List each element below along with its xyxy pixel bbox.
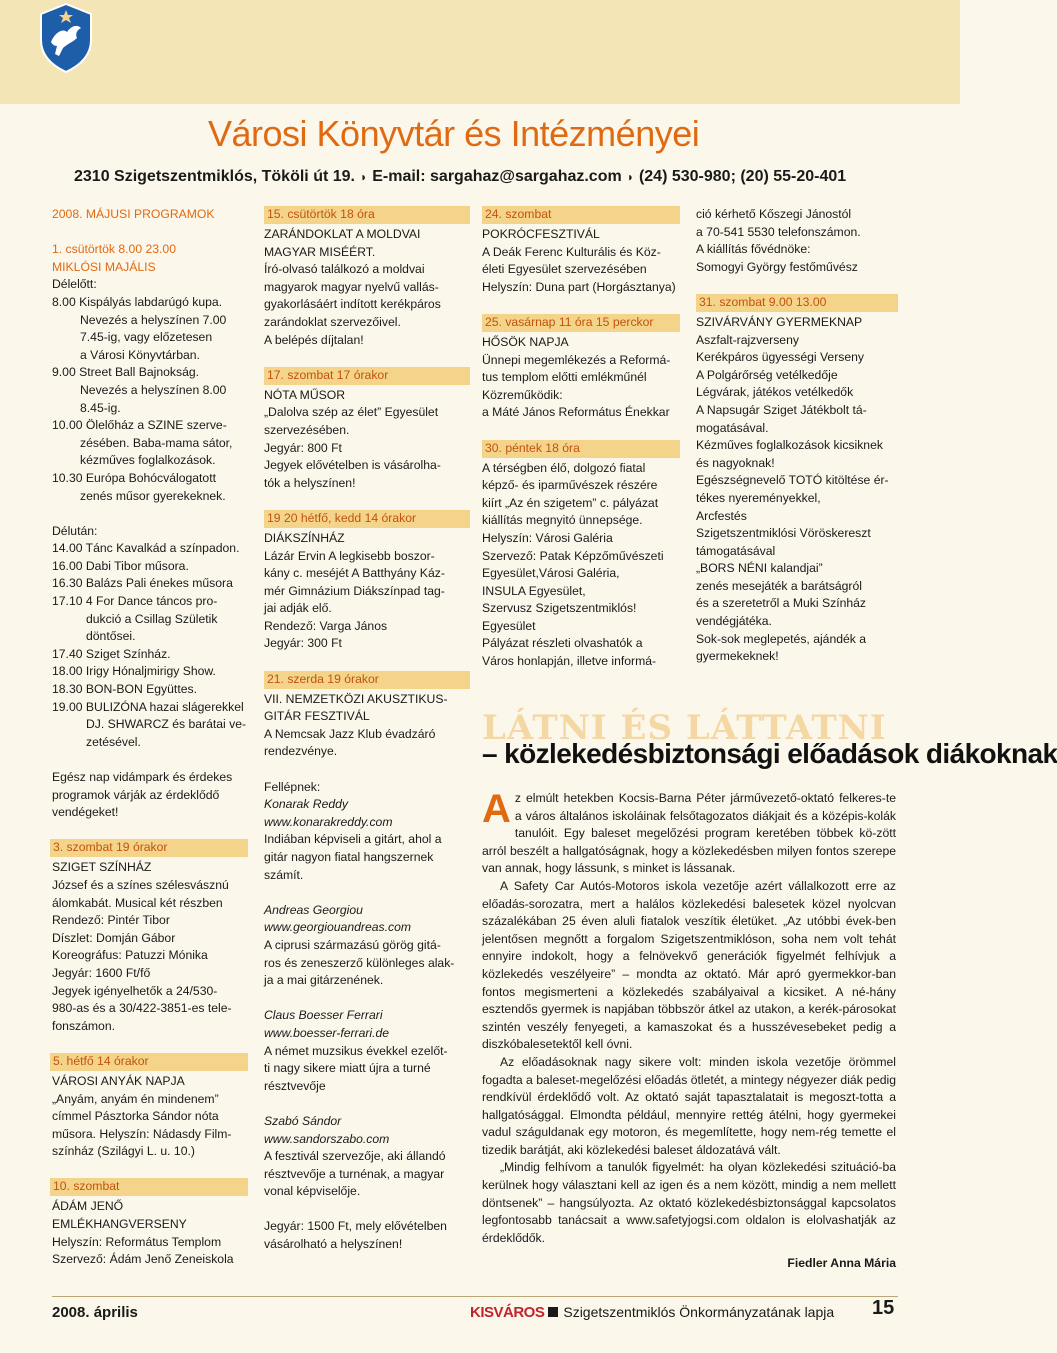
text-line: álomkabát. Musical két részben [52, 895, 223, 910]
event-title: SZIVÁRVÁNY GYERMEKNAP [696, 314, 863, 329]
text-line: Helyszín: Duna part (Horgásztanya) [482, 279, 676, 294]
text-line: zésében. Baba-mama sátor, [80, 435, 233, 450]
text-line: Sok-sok meglepetés, ajándék a [696, 631, 867, 646]
text-line: és nagyoknak! [696, 455, 775, 470]
text-line: kiírt „Az én szigetem” c. pályázat [482, 495, 659, 510]
text-line: dukció a Csillag Születik [86, 611, 218, 626]
publication-info [470, 1304, 834, 1322]
text-line: ros és zeneszerző különleges alak- [264, 955, 455, 970]
triangle-bullet-icon: ◗ [626, 170, 634, 184]
event-date-highlight: 10. szombat [50, 1178, 248, 1196]
program-column-3 [482, 206, 680, 671]
event-date-highlight: 19 20 hétfő, kedd 14 órakor [264, 510, 470, 528]
section-heading: 2008. MÁJUSI PROGRAMOK [52, 207, 215, 221]
text-line: Jegyek elővételben is vásárolha- [264, 458, 441, 473]
text-line: A Polgárőrség vetélkedője [696, 367, 838, 382]
text-line: 16.30 Balázs Pali énekes műsora [52, 576, 233, 591]
text-line: József és a színes szélesvásznú [52, 877, 229, 892]
text-line: Kézműves foglalkozások kicsiknek [696, 438, 883, 453]
article-paragraph: „Mindig felhívom a tanulók figyelmét: ha olyan közlekedési szituáció-ba kerülnek hogy választani kell az igen és a nem között, mindig a nem mellett döntsenek” – hangsúlyozta. Az oktató közlekedésbiztonsággal kapcsolatos legfontosabb tanácsait a www.safetyjogsi.com oldalon is elolvashatják az érdeklődők. [482, 1160, 896, 1245]
text-line: zenés mesejáték a barátságról [696, 578, 862, 593]
text-line: vendégeket! [52, 805, 119, 820]
text-line: „Anyám, anyám én mindenem” [52, 1091, 219, 1106]
text-line: kézműves foglalkozások. [80, 453, 216, 468]
event-date-highlight: 21. szerda 19 órakor [264, 671, 470, 689]
text-line: életi Egyesület szervezésében [482, 262, 647, 277]
text-line: Szigetszentmiklósi Vöröskereszt [696, 526, 871, 541]
event-title: NÓTA MŰSOR [264, 387, 346, 402]
performer-name: Konarak Reddy [264, 797, 349, 812]
text-line: 19.00 BULIZÓNA hazai slágerekkel [52, 699, 244, 714]
text-line: Egyesület [482, 618, 536, 633]
performer-name: Claus Boesser Ferrari [264, 1008, 383, 1023]
text-line: 16.00 Dabi Tibor műsora. [52, 558, 189, 573]
text-line: A térségben élő, dolgozó fiatal [482, 460, 646, 475]
text-line: Díszlet: Domján Gábor [52, 930, 176, 945]
text-line: fonszámon. [52, 1018, 116, 1033]
text-line: Jegyár: 1500 Ft, mely elővételben [264, 1219, 447, 1234]
event-title: MAGYAR MISÉÉRT. [264, 244, 376, 259]
article-body [482, 787, 896, 1273]
triangle-bullet-icon: ◗ [359, 170, 368, 184]
text-line: programok várják az érdeklődő [52, 787, 220, 802]
text-line: Jegyár: 1600 Ft/fő [52, 965, 151, 980]
text-line: 7.45-ig, vagy előzetesen [80, 330, 213, 345]
program-column-2 [264, 206, 470, 1254]
text-line: mér Gimnázium Diákszínpad tag- [264, 583, 445, 598]
article-paragraph: Az előadásoknak nagy sikere volt: minden iskola vezetője örömmel fogadta a baleset-megelőzési előadás ötletét, a mintegy négyezer diák pedig rendkívül érdeklődő volt. Az oktató saját tapasztalatait is megoszt-totta a hallgatósággal. Elmondta például, mennyire rettég átélni, hogy gyermekei vadul száguldanak egy motoron, és megemlítette, hogy nem-rég temette el tizedik barátját, aki közlekedési baleset áldozatává vált. [482, 1054, 896, 1157]
text-line: vásárolható a helyszínen! [264, 1237, 403, 1252]
page-title: Városi Könyvtár és Intézményei [208, 113, 700, 154]
text-line: Délelőtt: [52, 277, 97, 292]
article-headline [482, 708, 1057, 784]
text-line: címmel Pásztorka Sándor nóta [52, 1109, 219, 1124]
top-band [0, 0, 960, 104]
text-line: Lázár Ervin A legkisebb boszor- [264, 548, 435, 563]
performer-name: Szabó Sándor [264, 1113, 342, 1128]
contact-line [74, 168, 846, 187]
article-paragraph: A Safety Car Autós-Motoros iskola vezetője azért vállalkozott erre az előadás-sorozatra, mert a halálos közlekedési balesetek közel nyolcvan százalékában 25 éven aluli fiatalok veszítik életüket. „Az utóbbi évek-ben jelentősen megnőtt a forgalom Szigetszentmiklóson, soha nem volt tehát ennyire indokolt, hogy a felnövekvő generációk figyelmét felhívjuk a közlekedés veszélyeire” – mondta az oktató. Már apró gyermekkor-ban fontos megismerteni a közlekedés szabályaival a kicsiket. A né-hány esztendős gyermek is napjában többször átkel az utakon, a kerék-párosokat szintén veszély fenyegeti, a kamaszokat és a husszévesebeket pedig a diszkóbalesetektől kell óvni. [482, 878, 896, 1052]
text-line: résztvevője a turnénak, a magyar [264, 1166, 445, 1181]
text-line: 18.00 Irigy Hónaljmirigy Show. [52, 664, 216, 679]
article-title: – közlekedésbiztonsági előadások diákoknak [482, 738, 1057, 769]
square-bullet-icon [548, 1307, 558, 1317]
text-line: Jegyek igényelhetők a 24/530- [52, 983, 218, 998]
text-line: Pályázat részleti olvashatók a [482, 636, 643, 651]
text-line: gitár nagyon fiatal hangszernek [264, 850, 434, 864]
text-line: résztvevője [264, 1078, 326, 1093]
text-line: vendégjátéka. [696, 614, 772, 629]
event-date-highlight: 15. csütörtök 18 óra [264, 206, 470, 224]
text-line: képző- és iparművészek részére [482, 478, 658, 493]
text-line: kány c. meséjét A Batthyány Káz- [264, 566, 445, 581]
text-line: „BORS NÉNI kalandjai” [696, 561, 823, 576]
page-header [0, 104, 960, 196]
event-title: POKRÓCFESZTIVÁL [482, 227, 600, 241]
event-title: VÁROSI ANYÁK NAPJA [52, 1073, 185, 1088]
event-date-highlight: 24. szombat [482, 206, 680, 224]
text-line: támogatásával [696, 543, 776, 558]
text-line: A ciprusi származású görög gitá- [264, 937, 441, 952]
text-line: 18.30 BON-BON Együttes. [52, 682, 197, 697]
text-line: gyermekeknek! [696, 649, 779, 664]
text-line: Légvárak, játékos vetélkedők [696, 385, 854, 400]
event-date: 1. csütörtök 8.00 23.00 [52, 242, 176, 257]
event-date-highlight: 3. szombat 19 órakor [50, 839, 248, 857]
text-line: jai adják elő. [264, 601, 332, 616]
text-line: Jegyár: 300 Ft [264, 636, 342, 651]
text-line: Egyesület,Városi Galéria, [482, 566, 620, 581]
text-line: 14.00 Tánc Kavalkád a színpadon. [52, 541, 240, 556]
text-line: A német muzsikus évekkel ezelőt- [264, 1043, 448, 1058]
text-line: Egész nap vidámpark és érdekes [52, 770, 233, 784]
page-number: 15 [872, 1297, 895, 1319]
text-line: Közreműködik: [482, 387, 563, 402]
event-title: ÁDÁM JENŐ EMLÉKHANGVERSENY [52, 1199, 187, 1232]
paragraph-text: z elmúlt hetekben Kocsis-Barna Péter járművezető-oktató felkeres-te a város általános iskoláinak felsőtagozatos diákjait és a középis-kolák tanulóit. Egy baleset megelőzési program keretében többek kö-zött arról beszélt a hallgatóságnak, hogy a közlekedésben milyen fontos szerepe van annak, hogy lássunk, s minket is lássanak. [482, 791, 896, 876]
text-line: tus templom előtti emlékműnél [482, 370, 647, 385]
event-title: ZARÁNDOKLAT A MOLDVAI [264, 227, 421, 241]
program-column-4 [696, 206, 898, 666]
event-title: MIKLÓSI MAJÁLIS [52, 259, 156, 274]
text-line: döntősei. [86, 629, 136, 644]
performer-website: www.konarakreddy.com [264, 814, 393, 829]
text-line: A kiállítás fővédnöke: [696, 242, 811, 257]
text-line: 17.10 4 For Dance táncos pro- [52, 594, 218, 609]
text-line: Fellépnek: [264, 779, 321, 794]
performer-name: Andreas Georgiou [264, 902, 363, 917]
text-line: színház (Szilágyi L. u. 10.) [52, 1144, 195, 1159]
text-line: ja a mai gitárzenének. [264, 973, 384, 988]
text-line: 8.00 Kispályás labdarúgó kupa. [52, 294, 223, 309]
event-title: DIÁKSZÍNHÁZ [264, 530, 345, 545]
text-line: rendezvénye. [264, 744, 338, 759]
text-line: zarándoklat szervezőivel. [264, 314, 401, 329]
text-line: tók a helyszínen! [264, 475, 356, 490]
text-line: A fesztivál szervezője, aki állandó [264, 1149, 446, 1164]
contact-phone: (24) 530-980; (20) 55-20-401 [638, 168, 847, 185]
text-line: ció kérhető Kőszegi Jánostól [696, 207, 852, 221]
text-line: a Városi Könyvtárban. [80, 347, 200, 362]
article-paragraph [482, 787, 896, 878]
text-line: 8.45-ig. [80, 400, 121, 415]
event-title: VII. NEMZETKÖZI AKUSZTIKUS- [264, 691, 448, 706]
drop-cap: A [482, 787, 511, 831]
text-line: Nevezés a helyszínen 7.00 [80, 312, 227, 327]
text-line: A Deák Ferenc Kulturális és Köz- [482, 244, 661, 259]
performer-website: www.georgiouandreas.com [264, 920, 412, 935]
text-line: számít. [264, 867, 304, 882]
performer-website: www.boesser-ferrari.de [264, 1025, 390, 1040]
text-line: Aszfalt-rajzverseny [696, 332, 799, 347]
text-line: műsora. Helyszín: Nádasdy Film- [52, 1126, 232, 1141]
text-line: A Napsugár Sziget Játékbolt tá- [696, 402, 867, 417]
footer-divider [52, 1296, 898, 1297]
text-line: Helyszín: Városi Galéria [482, 530, 613, 545]
text-line: Szervusz Szigetszentmiklós! [482, 601, 637, 616]
contact-address: 2310 Szigetszentmiklós, Tököli út 19. [74, 168, 355, 185]
event-date-highlight: 25. vasárnap 11 óra 15 perckor [482, 314, 680, 332]
text-line: Nevezés a helyszínen 8.00 [80, 382, 227, 397]
text-line: Szervező: Patak Képzőművészeti [482, 548, 664, 563]
text-line: INSULA Egyesület, [482, 583, 586, 598]
text-line: tékes nyereményekkel, [696, 490, 821, 505]
text-line: A belépés díjtalan! [264, 332, 364, 347]
text-line: Ünnepi megemlékezés a Reformá- [482, 352, 671, 367]
text-line: 9.00 Street Ball Bajnokság. [52, 365, 200, 380]
text-line: Szervező: Ádám Jenő Zeneiskola [52, 1252, 234, 1267]
performer-website: www.sandorszabo.com [264, 1131, 390, 1146]
text-line: Egészségnevelő TOTÓ kitöltése ér- [696, 473, 889, 488]
text-line: A Nemcsak Jazz Klub évadzáró [264, 726, 436, 741]
text-line: és a szeretetről a Muki Színház [696, 596, 867, 611]
event-title: GITÁR FESZTIVÁL [264, 709, 370, 724]
text-line: a 70-541 5530 telefonszámon. [696, 224, 861, 239]
program-column-1 [52, 206, 248, 1269]
text-line: zetésével. [86, 734, 141, 749]
event-date-highlight: 30. péntek 18 óra [482, 440, 680, 458]
text-line: Koreográfus: Patuzzi Mónika [52, 948, 208, 963]
text-line: mogatásával. [696, 420, 769, 435]
text-line: Indiában képviseli a gitárt, ahol a [264, 832, 442, 847]
event-title: HŐSÖK NAPJA [482, 334, 569, 349]
text-line: 10.00 Ölelőház a SZINE szerve- [52, 418, 227, 433]
text-line: DJ. SHWARCZ és barátai ve- [86, 717, 247, 732]
text-line: „Dalolva szép az élet” Egyesület [264, 405, 439, 420]
event-date-highlight: 5. hétfő 14 órakor [50, 1053, 248, 1071]
page-footer [0, 1296, 960, 1336]
article-kicker: LÁTNI ÉS LÁTTATNI [482, 708, 887, 748]
text-line: a Máté János Református Énekkar [482, 405, 670, 420]
publication-logo: KISVÁROS [470, 1304, 545, 1321]
publication-subtitle: Szigetszentmiklós Önkormányzatának lapja [563, 1304, 835, 1320]
text-line: Rendező: Pintér Tibor [52, 913, 170, 928]
event-date-highlight: 31. szombat 9.00 13.00 [696, 294, 898, 312]
text-line: ti nagy sikere miatt újra a turné [264, 1061, 431, 1076]
text-line: kiállítás megnyitó ünnepsége. [482, 513, 643, 528]
text-line: vonal képviselője. [264, 1184, 361, 1199]
text-line: zenés műsor gyerekeknek. [80, 488, 226, 503]
event-date-highlight: 17. szombat 17 órakor [264, 367, 470, 385]
event-title: SZIGET SZÍNHÁZ [52, 860, 152, 875]
article-author: Fiedler Anna Mária [787, 1256, 896, 1271]
contact-email: E-mail: sargahaz@sargahaz.com [372, 168, 622, 185]
text-line: magyarok magyar nyelvű vallás- [264, 279, 439, 294]
issue-date: 2008. április [52, 1304, 138, 1321]
text-line: 10.30 Európa Bohócválogatott [52, 470, 216, 485]
text-line: Arcfestés [696, 508, 747, 523]
text-line: szervezésében. [264, 422, 350, 437]
text-line: Délután: [52, 523, 98, 538]
text-line: Kerékpáros ügyességi Verseny [696, 350, 865, 365]
text-line: Város honlapján, illetve informá- [482, 654, 657, 669]
text-line: 980-as és a 30/422-3851-es tele- [52, 1001, 232, 1016]
text-line: 17.40 Sziget Színház. [52, 646, 171, 661]
text-line: Író-olvasó találkozó a moldvai [264, 262, 425, 277]
text-line: Rendező: Varga János [264, 618, 388, 633]
text-line: gyakorlásáért indított kerékpáros [264, 297, 441, 312]
text-line: Jegyár: 800 Ft [264, 440, 342, 455]
text-line: Somogyi György festőművész [696, 259, 858, 274]
coat-of-arms-icon [37, 2, 95, 74]
text-line: Helyszín: Református Templom [52, 1234, 222, 1249]
